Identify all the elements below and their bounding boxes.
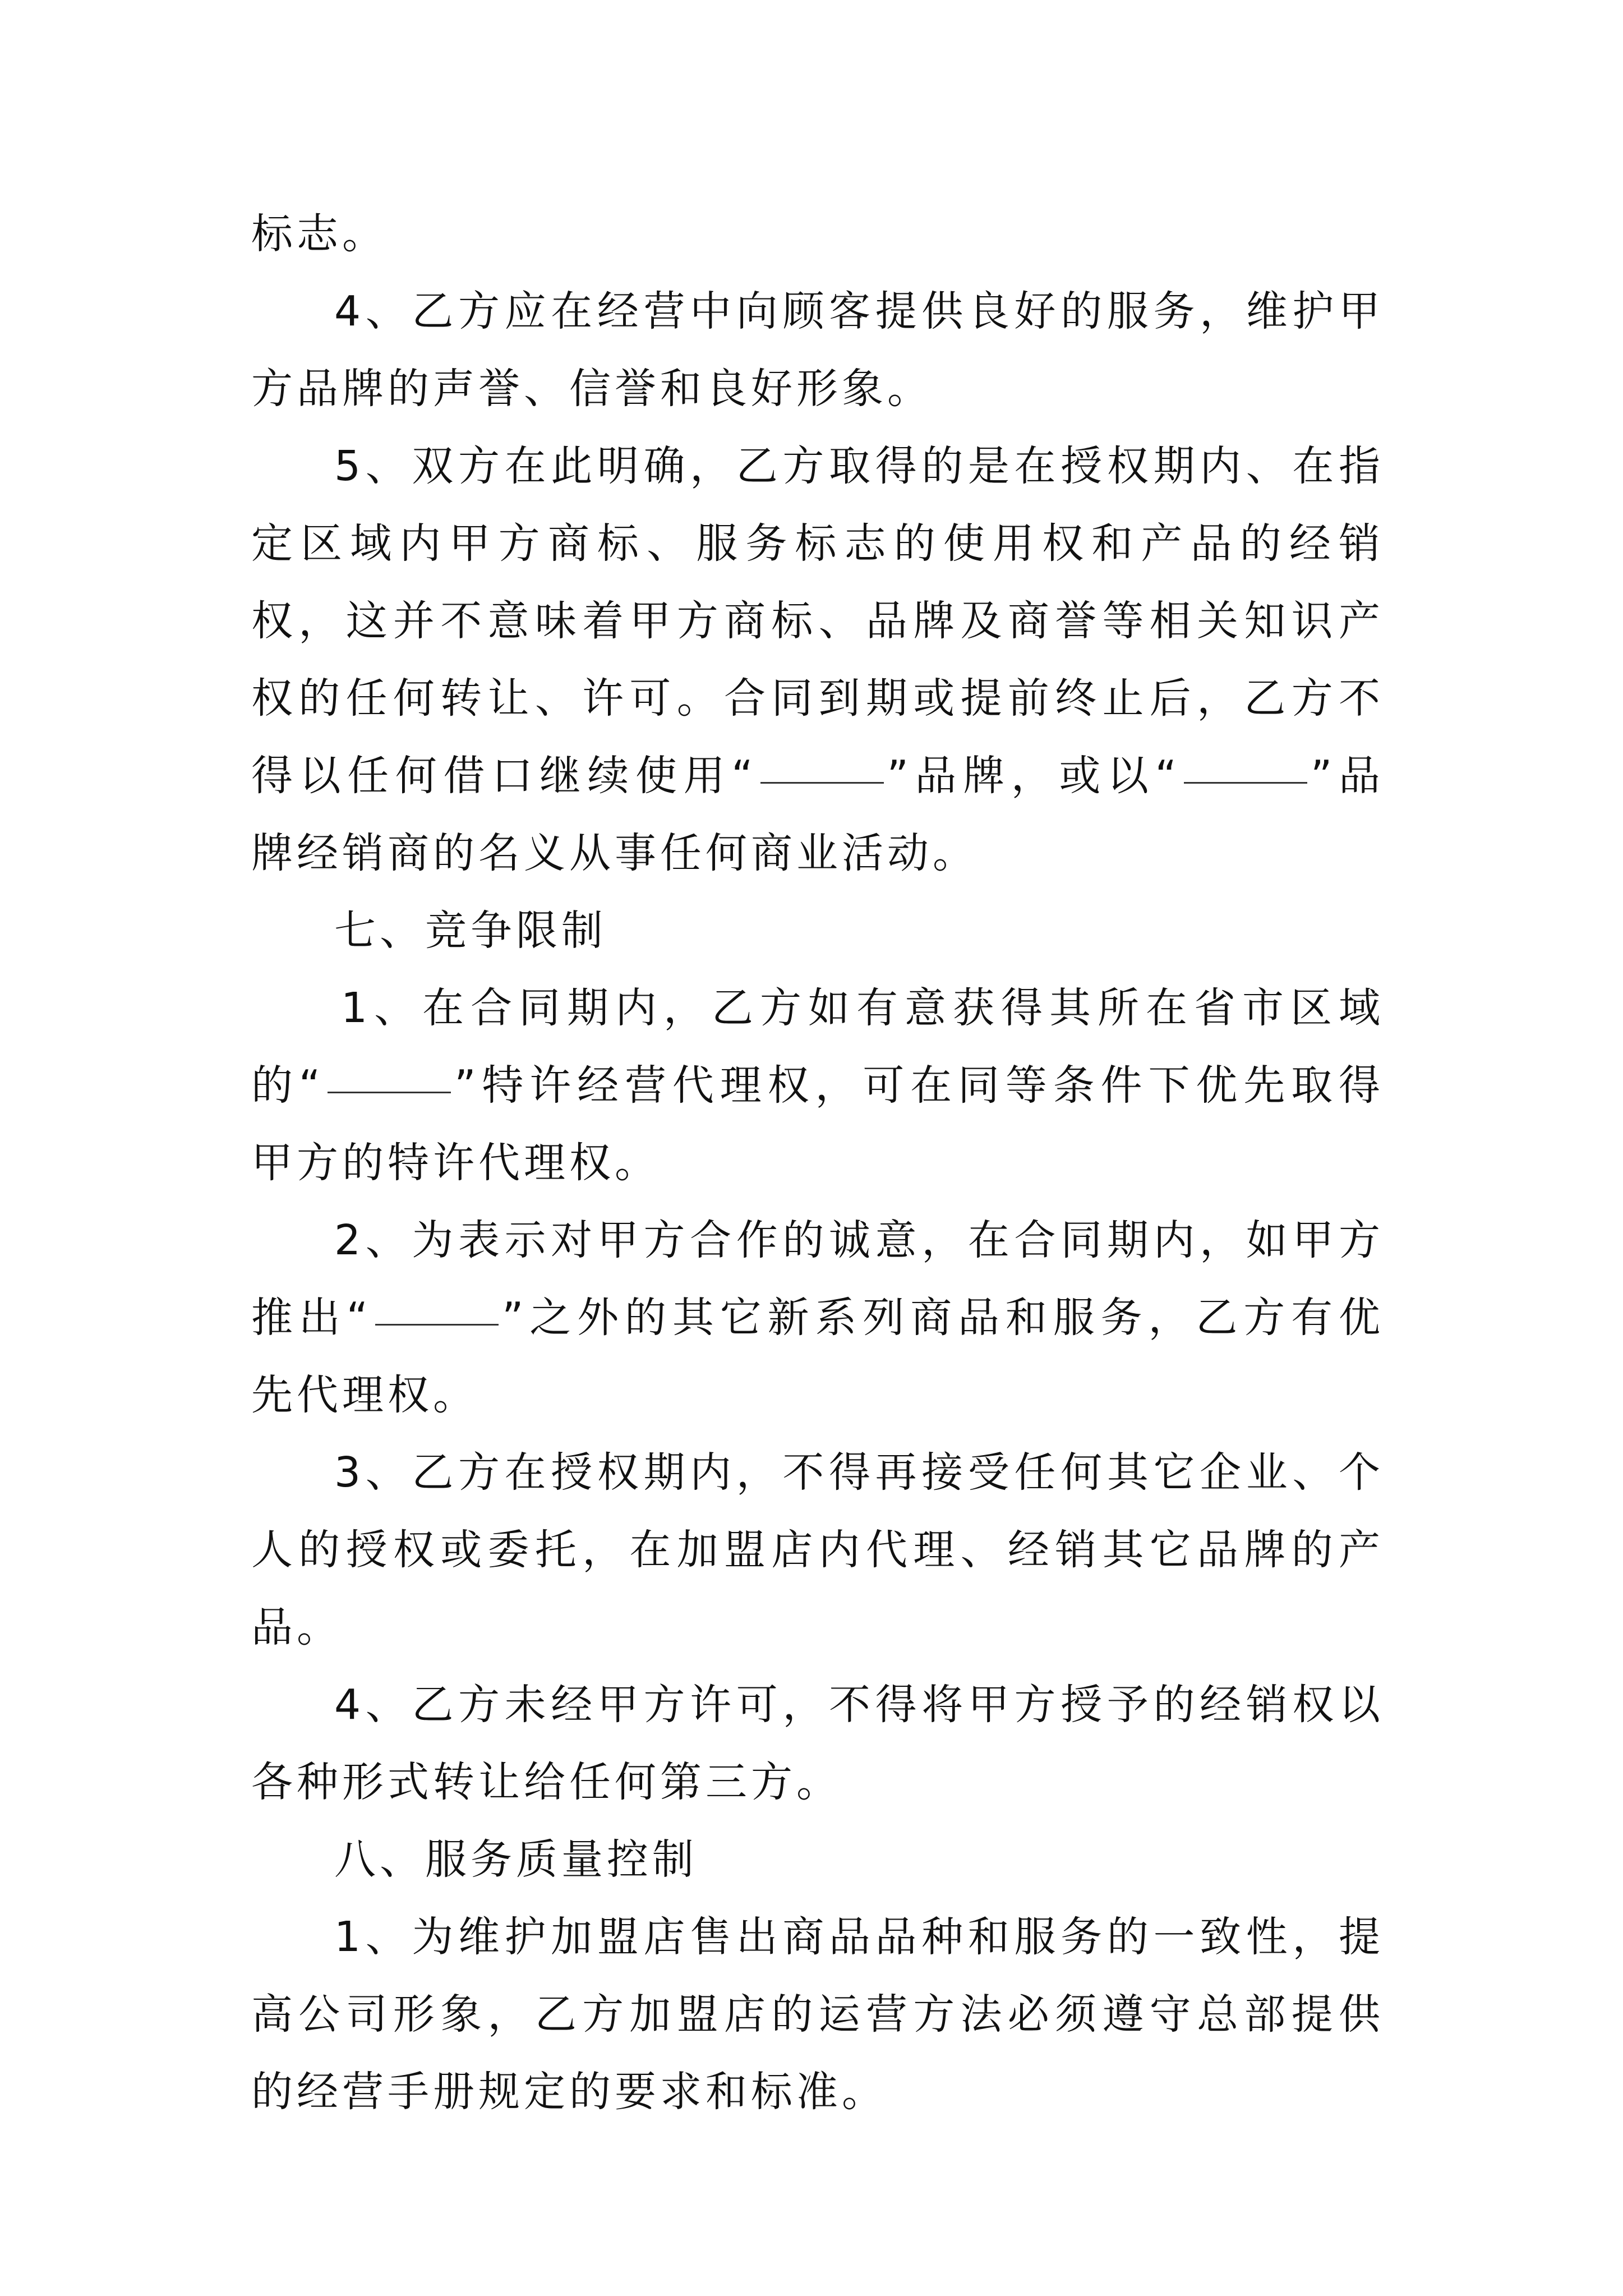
paragraph-text: ”特许经营代理权，可在同等条件下优先取得甲方的特许代理权。 [251, 1061, 1384, 1187]
paragraph-7-4 [251, 1666, 1384, 1821]
paragraph-text: ”品牌，或以“ [887, 752, 1181, 800]
blank-line [328, 1091, 451, 1093]
section-heading-7 [251, 892, 1384, 969]
paragraph-text: 标志。 [251, 210, 388, 258]
document-page [251, 195, 1384, 2131]
heading-text: 八、服务质量控制 [334, 1835, 698, 1884]
paragraph-6-4 [251, 273, 1384, 427]
paragraph-8-1 [251, 1898, 1384, 2131]
section-heading-8 [251, 1821, 1384, 1898]
paragraph-text: ”之外的其它新系列商品和服务，乙方有优先代理权。 [251, 1294, 1384, 1419]
paragraph-7-1 [251, 969, 1384, 1202]
paragraph-text: 4、乙方未经甲方许可，不得将甲方授予的经销权以各种形式转让给任何第三方。 [251, 1681, 1384, 1806]
paragraph-7-3 [251, 1434, 1384, 1666]
paragraph-continuation [251, 195, 1384, 273]
heading-text: 七、竞争限制 [334, 907, 607, 955]
paragraph-text: 2、为表示对甲方合作的诚意，在合同期内，如甲方推出“ [251, 1216, 1384, 1342]
paragraph-text: 5、双方在此明确，乙方取得的是在授权期内、在指定区域内甲方商标、服务标志的使用权和产品的经销权，这并不意味着甲方商标、品牌及商誉等相关知识产权的任何转让、许可。合同到期或提前终止后，乙方不得以任何借口继续使用“ [251, 442, 1384, 800]
paragraph-text: 4、乙方应在经营中向顾客提供良好的服务，维护甲方品牌的声誉、信誉和良好形象。 [251, 287, 1384, 413]
paragraph-text: ”品牌经销商的名义从事任何商业活动。 [251, 752, 1384, 877]
paragraph-6-5 [251, 427, 1384, 892]
paragraph-7-2 [251, 1202, 1384, 1434]
blank-line [375, 1323, 499, 1326]
blank-line [760, 781, 884, 784]
paragraph-text: 1、在合同期内，乙方如有意获得其所在省市区域的“ [251, 984, 1384, 1110]
paragraph-text: 1、为维护加盟店售出商品品种和服务的一致性，提高公司形象，乙方加盟店的运营方法必须遵守总部提供的经营手册规定的要求和标准。 [251, 1913, 1384, 2116]
paragraph-text: 3、乙方在授权期内，不得再接受任何其它企业、个人的授权或委托，在加盟店内代理、经销其它品牌的产品。 [251, 1448, 1384, 1651]
blank-line [1184, 781, 1307, 784]
